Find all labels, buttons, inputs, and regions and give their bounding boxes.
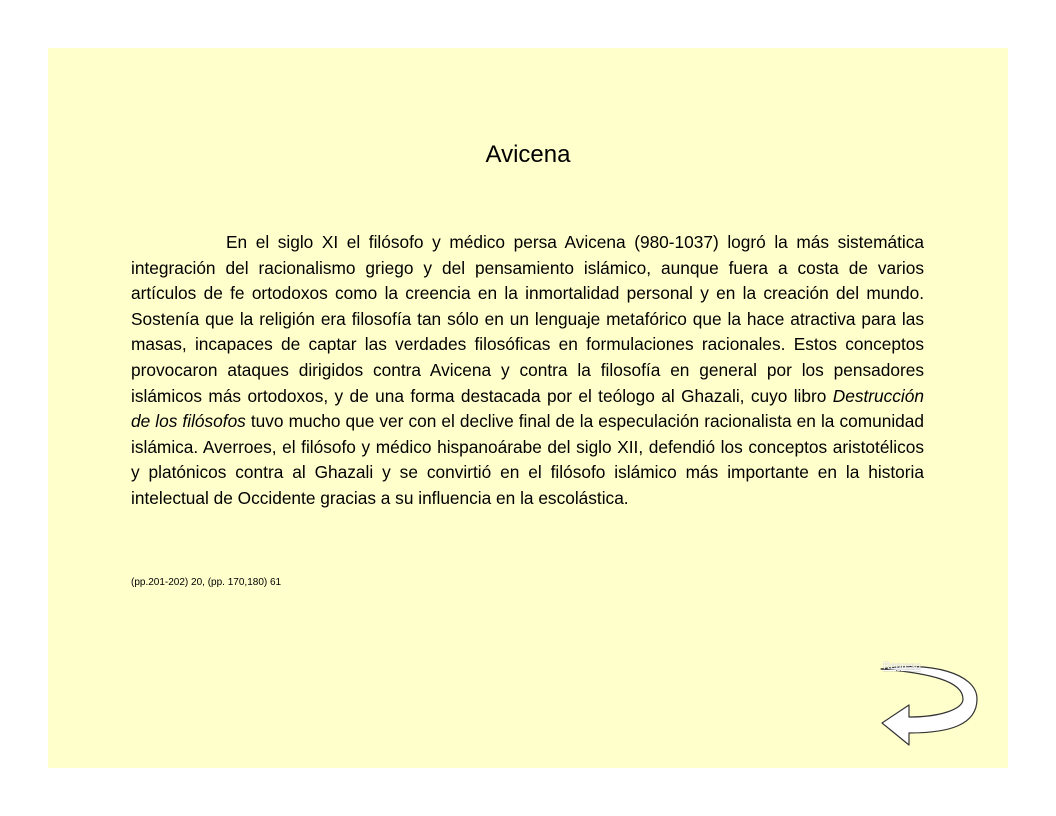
citation: (pp.201-202) 20, (pp. 170,180) 61	[131, 577, 282, 588]
return-button[interactable]	[879, 659, 979, 749]
book-title: Destrucción de los filósofos	[131, 385, 924, 432]
slide	[48, 48, 1008, 768]
body-paragraph	[131, 230, 924, 512]
page-title: Avicena	[485, 141, 571, 168]
return-link-label[interactable]: Regreso	[883, 661, 921, 672]
paragraph-text-start: En el siglo XI el filósofo y médico persa Avicena (980-1037) logró la más sistemática integración del racionalismo griego y del pensamiento islámico, aunque fuera a costa de varios artículos de fe ortodoxos como la creencia en la inmortalidad personal y en la creación del mundo. Sostenía que la religión era filosofía tan sólo en un lenguaje metafórico que la hace atractiva para las masas, incapaces de captar las verdades filosóficas en formulaciones racionales. Estos conceptos provocaron ataques dirigidos contra Avicena y contra la filosofía en general por los pensadores islámicos más ortodoxos, y de una forma destacada por el teólogo al Ghazali, cuyo libro	[131, 232, 924, 406]
paragraph-text-end: tuvo mucho que ver con el declive final de la especulación racionalista en la comunidad islámica. Averroes, el filósofo y médico hispanoárabe del siglo XII, defendió los conceptos aristotélicos y platónicos contra al Ghazali y se convirtió en el filósofo islámico más importante en la historia intelectual de Occidente gracias a su influencia en la escolástica.	[131, 411, 925, 508]
curved-return-arrow-icon	[879, 659, 979, 749]
